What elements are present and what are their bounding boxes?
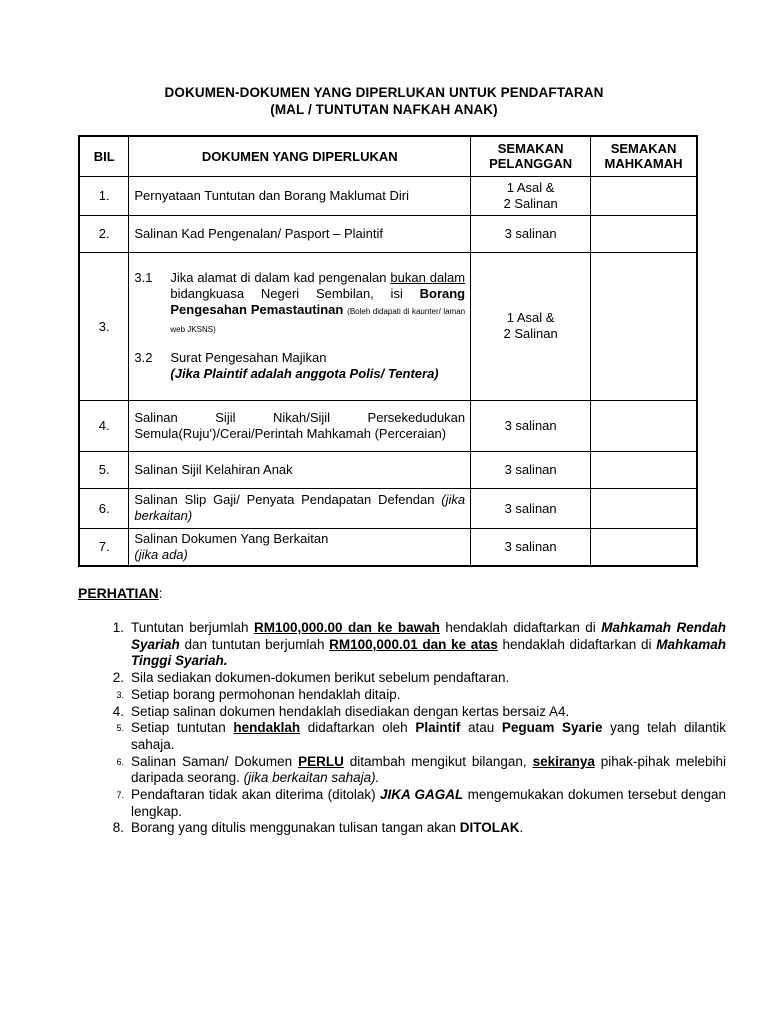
row-customer-check: 3 salinan bbox=[471, 400, 591, 451]
row-document: Salinan Sijil Nikah/Sijil Persekedudukan Semula(Ruju')/Cerai/Perintah Mahkamah (Perceraian) bbox=[129, 400, 471, 451]
row-court-check bbox=[591, 176, 697, 215]
list-item: 5. Setiap tuntutan hendaklah didaftarkan oleh Plaintif atau Peguam Syarie yang telah dilantik sahaja. bbox=[116, 720, 726, 752]
table-row bbox=[79, 215, 697, 252]
row-document: Salinan Dokumen Yang Berkaitan (jika ada) bbox=[129, 528, 471, 566]
header-dokumen: DOKUMEN YANG DIPERLUKAN bbox=[129, 136, 471, 176]
list-item: 6. Salinan Saman/ Dokumen PERLU ditambah mengikut bilangan, sekiranya pihak-pihak melebihi daripada seorang. (jika berkaitan sahaja). bbox=[116, 753, 727, 786]
sub-item-3-2: 3.2 Surat Pengesahan Majikan (Jika Plaintif adalah anggota Polis/ Tentera) bbox=[134, 350, 439, 381]
table-row bbox=[79, 528, 697, 566]
list-item: 8. Borang yang ditulis menggunakan tulisan tangan akan DITOLAK. bbox=[112, 820, 524, 836]
document-subtitle: (MAL / TUNTUTAN NAFKAH ANAK) bbox=[270, 102, 498, 117]
table-row bbox=[79, 176, 697, 215]
row-customer-check: 3 salinan bbox=[471, 488, 591, 528]
row-customer-check: 3 salinan bbox=[471, 528, 591, 566]
header-semakan-mahkamah: SEMAKAN MAHKAMAH bbox=[591, 136, 697, 176]
sub-item-3-1: 3.1 Jika alamat di dalam kad pengenalan bukan dalam bidangkuasa Negeri Sembilan, isi Borang Pengesahan Pemastautinan (Boleh didapati di kaunter/ laman web JKSNS) bbox=[134, 270, 466, 334]
row-court-check bbox=[591, 451, 697, 488]
row-number: 6. bbox=[79, 488, 129, 528]
table-row bbox=[79, 400, 697, 451]
row-document: Pernyataan Tuntutan dan Borang Maklumat Diri bbox=[129, 176, 471, 215]
row-number: 5. bbox=[79, 451, 129, 488]
row-customer-check: 3 salinan bbox=[471, 215, 591, 252]
list-item: 1. Tuntutan berjumlah RM100,000.00 dan ke bawah hendaklah didaftarkan di Mahkamah Rendah Syariah dan tuntutan berjumlah RM100,000.01 dan ke atas hendaklah didaftarkan di Mahkamah Tinggi Syariah. bbox=[112, 620, 726, 669]
list-item: 2. Sila sediakan dokumen-dokumen berikut sebelum pendaftaran. bbox=[112, 670, 510, 686]
table-header-row bbox=[79, 136, 697, 176]
header-bil: BIL bbox=[79, 136, 129, 176]
row-number: 4. bbox=[79, 400, 129, 451]
documents-table bbox=[78, 135, 698, 567]
row-court-check bbox=[591, 400, 697, 451]
list-item: 7. Pendaftaran tidak akan diterima (ditolak) JIKA GAGAL mengemukakan dokumen tersebut dengan lengkap. bbox=[116, 787, 726, 819]
row-number: 7. bbox=[79, 528, 129, 566]
row-document: Salinan Kad Pengenalan/ Pasport – Plaintif bbox=[129, 215, 471, 252]
list-item: 4. Setiap salinan dokumen hendaklah disediakan dengan kertas bersaiz A4. bbox=[112, 703, 570, 719]
row-court-check bbox=[591, 488, 697, 528]
row-number: 3. bbox=[79, 252, 129, 400]
row-document: Salinan Slip Gaji/ Penyata Pendapatan Defendan (jika berkaitan) bbox=[129, 488, 471, 528]
table-row bbox=[79, 252, 697, 400]
table-row bbox=[79, 488, 697, 528]
list-item: 3. Setiap borang permohonan hendaklah ditaip. bbox=[116, 686, 401, 702]
row-court-check bbox=[591, 252, 697, 400]
row-customer-check: 1 Asal & 2 Salinan bbox=[471, 252, 591, 400]
row-court-check bbox=[591, 215, 697, 252]
row-number: 2. bbox=[79, 215, 129, 252]
row-document: Salinan Sijil Kelahiran Anak bbox=[129, 451, 471, 488]
row-customer-check: 1 Asal & 2 Salinan bbox=[471, 176, 591, 215]
perhatian-heading: PERHATIAN: bbox=[78, 585, 163, 601]
row-number: 1. bbox=[79, 176, 129, 215]
document-title: DOKUMEN-DOKUMEN YANG DIPERLUKAN UNTUK PENDAFTARAN bbox=[164, 85, 604, 100]
row-document bbox=[129, 252, 471, 400]
header-semakan-pelanggan: SEMAKAN PELANGGAN bbox=[471, 136, 591, 176]
table-row bbox=[79, 451, 697, 488]
row-customer-check: 3 salinan bbox=[471, 451, 591, 488]
notes-list bbox=[78, 620, 726, 837]
row-court-check bbox=[591, 528, 697, 566]
